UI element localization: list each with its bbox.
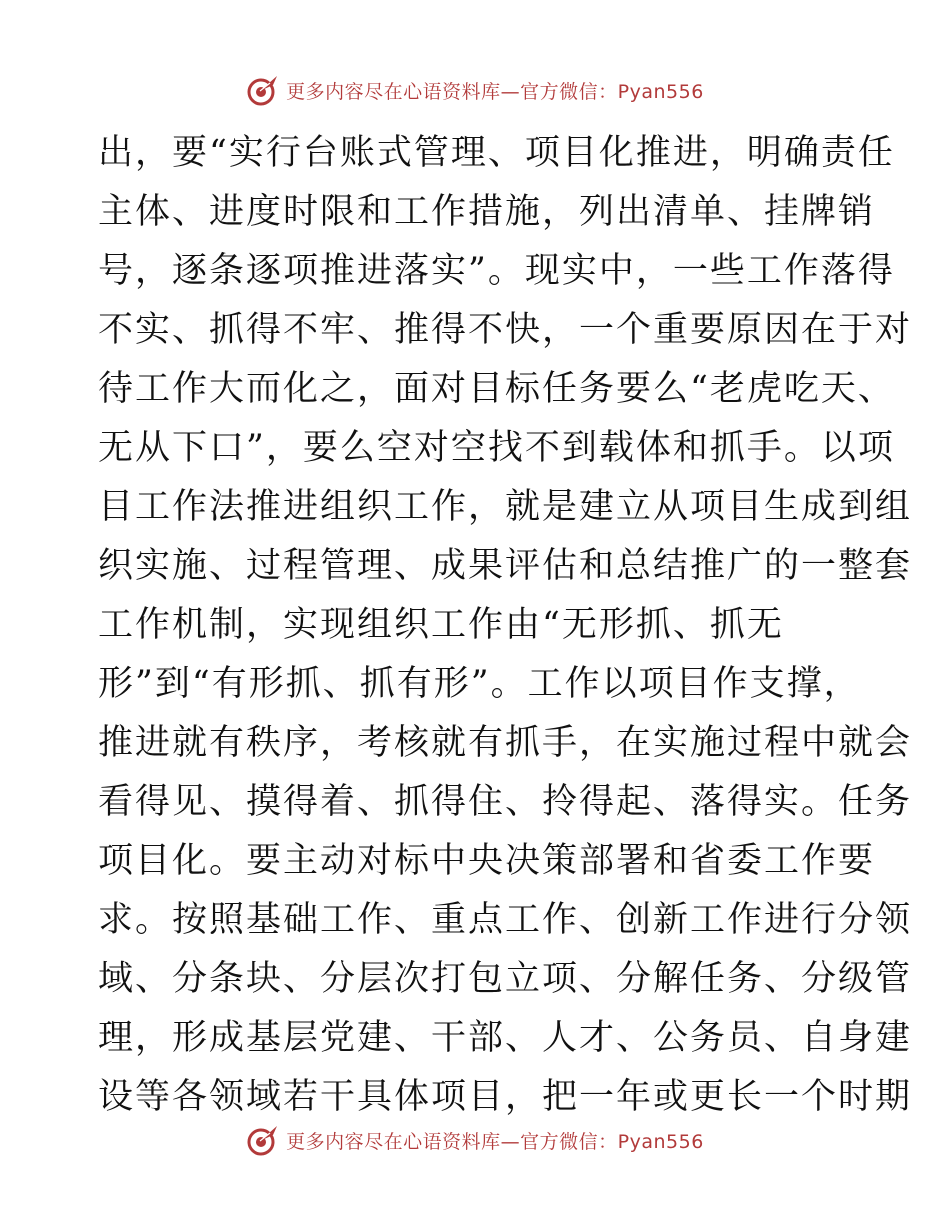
quill-seal-icon [246, 1123, 280, 1157]
body-line: 出，要“实行台账式管理、项目化推进，明确责任 [98, 133, 895, 173]
document-body [98, 124, 913, 1127]
quill-seal-icon [246, 73, 280, 107]
body-line: 目工作法推进组织工作，就是建立从项目生成到组 [98, 487, 913, 527]
body-line: 待工作大而化之，面对目标任务要么“老虎吃天、 [98, 369, 895, 409]
header-banner-text: 更多内容尽在心语资料库—官方微信：Pyan556 [286, 80, 704, 103]
footer-banner-text: 更多内容尽在心语资料库—官方微信：Pyan556 [286, 1130, 704, 1153]
body-line: 无从下口”，要么空对空找不到载体和抓手。以项 [98, 428, 895, 468]
body-line: 号，逐条逐项推进落实”。现实中，一些工作落得 [98, 251, 895, 291]
body-line: 织实施、过程管理、成果评估和总结推广的一整套 [98, 546, 913, 586]
body-line: 看得见、摸得着、抓得住、拎得起、落得实。任务 [98, 782, 913, 822]
body-line: 推进就有秩序，考核就有抓手，在实施过程中就会 [98, 723, 913, 763]
body-line: 工作机制，实现组织工作由“无形抓、抓无 [98, 605, 784, 645]
header-banner [0, 70, 950, 110]
footer-banner [0, 1120, 950, 1160]
body-line: 主体、进度时限和工作措施，列出清单、挂牌销 [98, 192, 876, 232]
body-line: 理，形成基层党建、干部、人才、公务员、自身建 [98, 1018, 913, 1058]
body-line: 求。按照基础工作、重点工作、创新工作进行分领 [98, 900, 913, 940]
body-line: 不实、抓得不牢、推得不快，一个重要原因在于对 [98, 310, 913, 350]
body-line: 形”到“有形抓、抓有形”。工作以项目作支撑， [98, 664, 861, 704]
body-line: 项目化。要主动对标中央决策部署和省委工作要 [98, 841, 876, 881]
body-line: 设等各领域若干具体项目，把一年或更长一个时期 [98, 1077, 913, 1117]
body-line: 域、分条块、分层次打包立项、分解任务、分级管 [98, 959, 913, 999]
